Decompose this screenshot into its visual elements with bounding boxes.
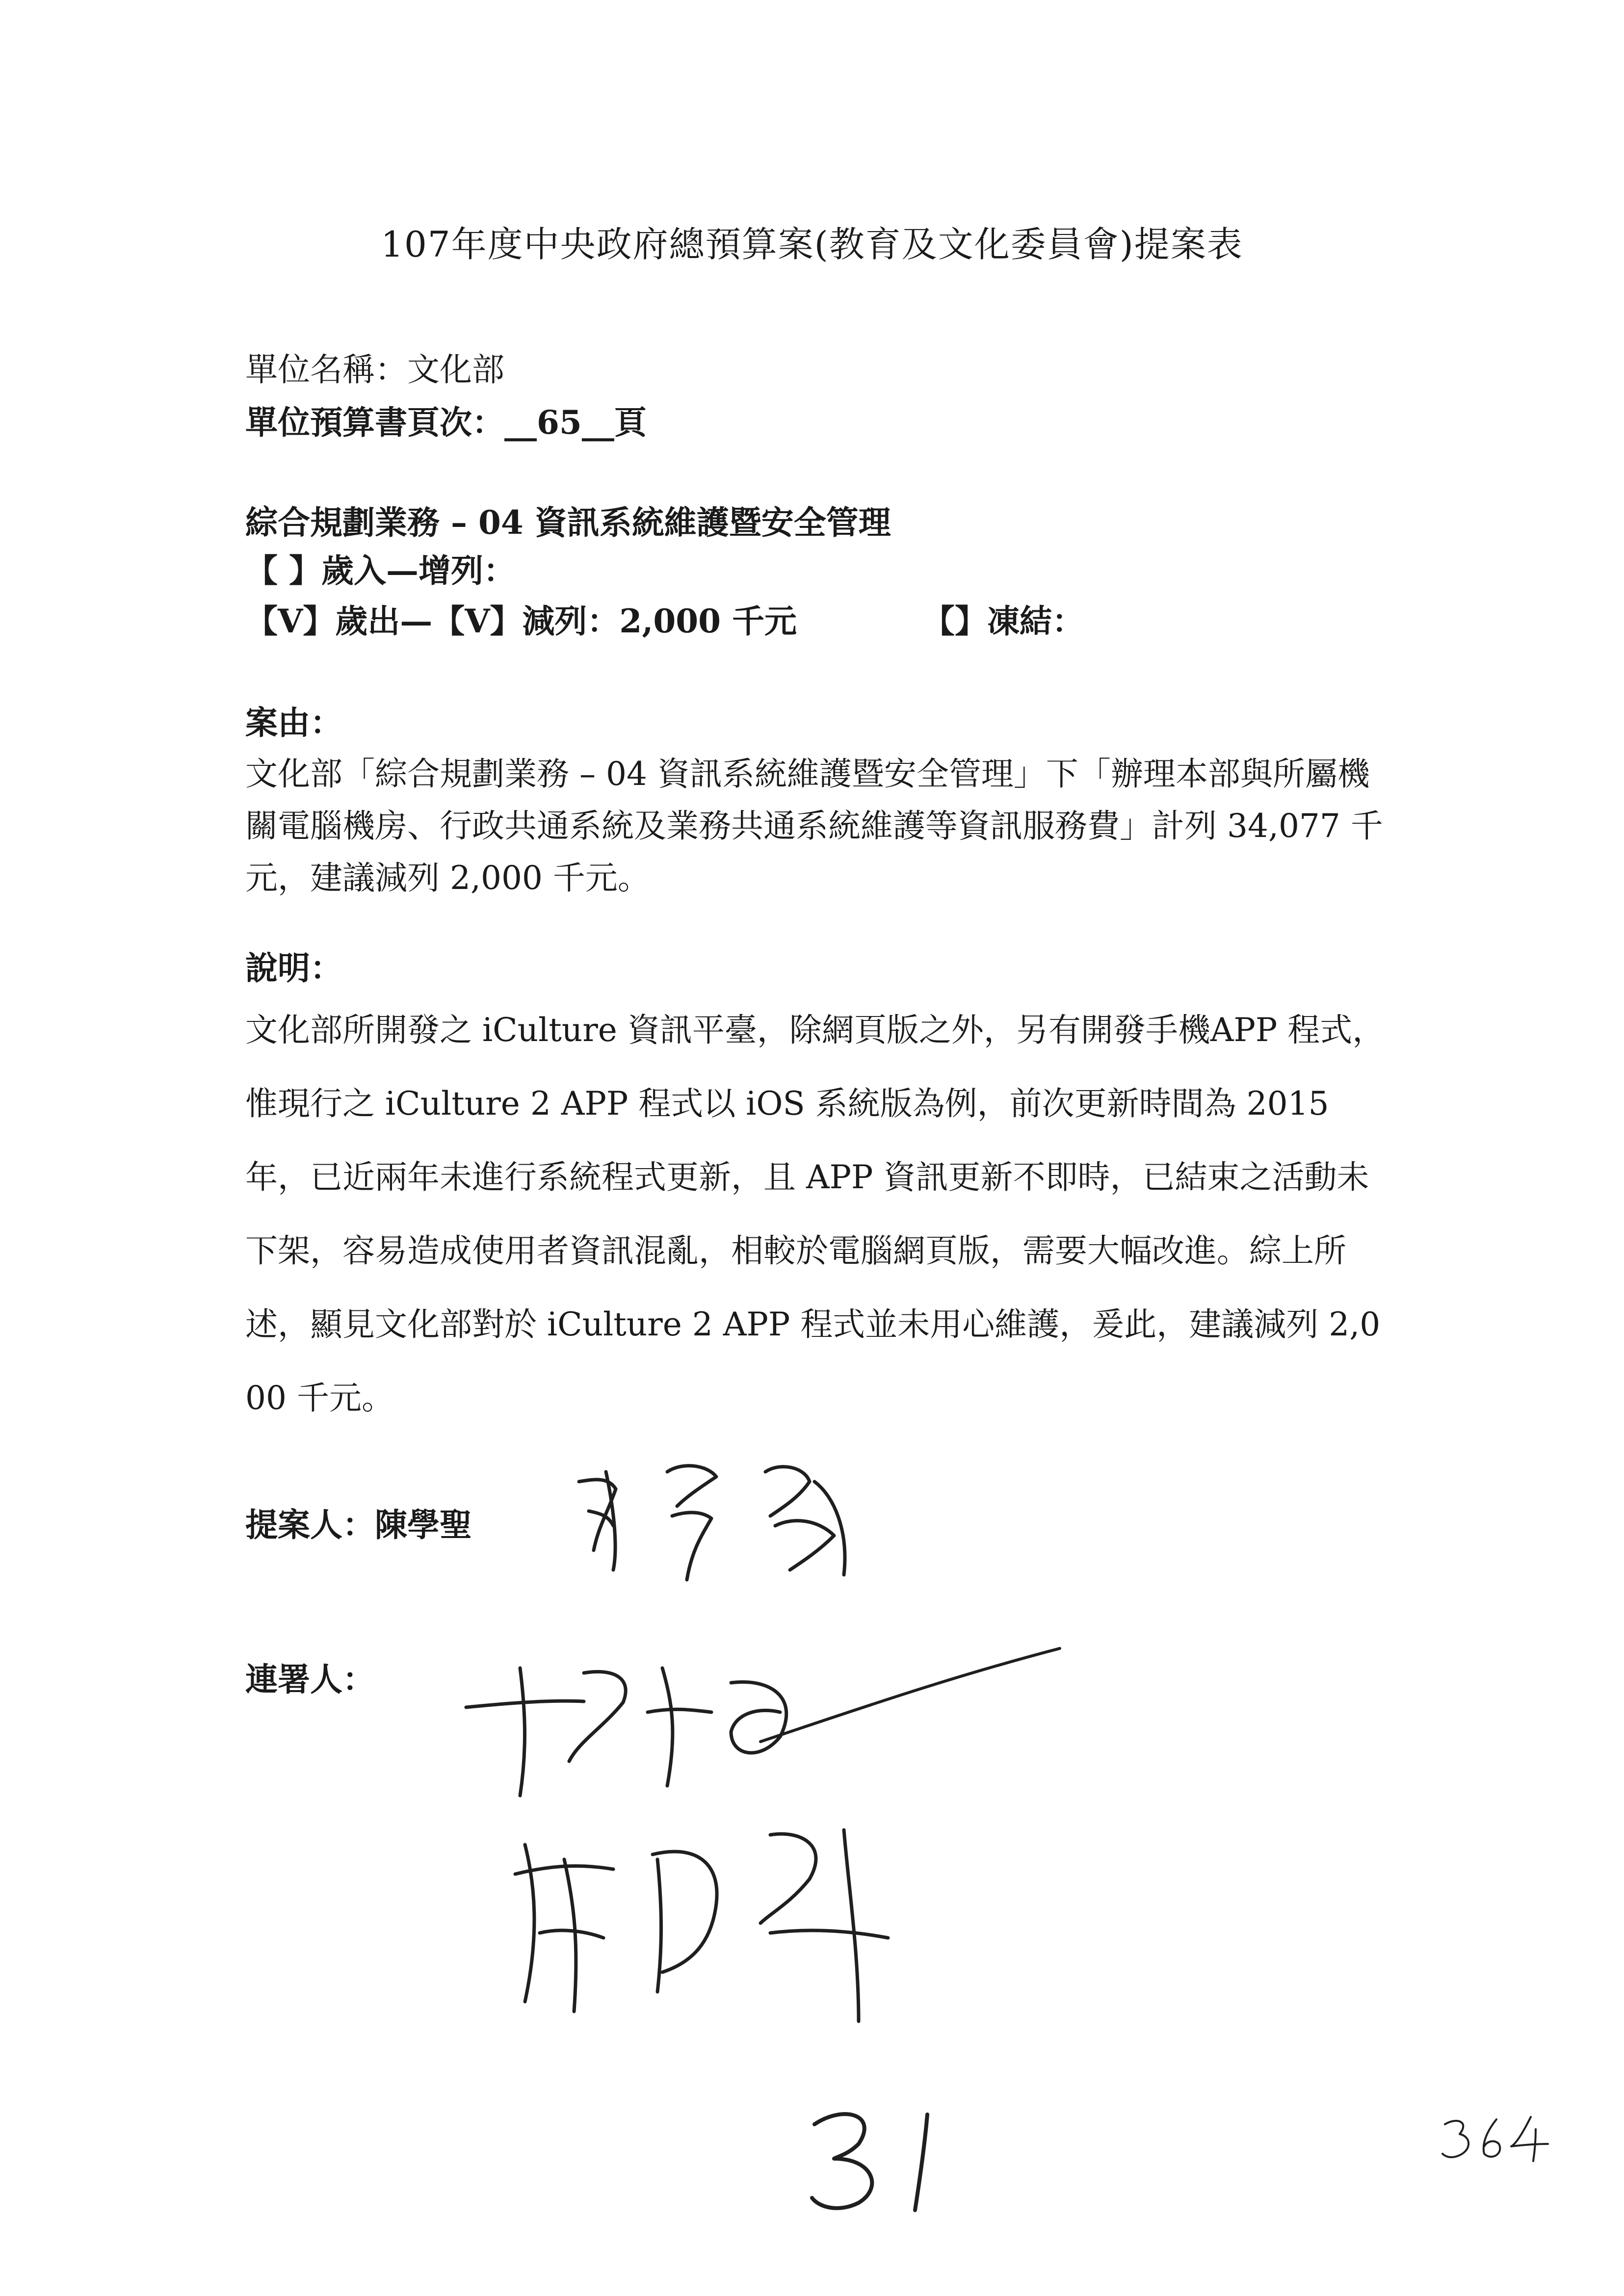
explanation-text: 文化部所開發之 iCulture 資訊平臺，除網頁版之外，另有開發手機APP 程式，惟現行之 iCulture 2 APP 程式以 iOS 系統版為例，前次更新時間為 2015 年，已近兩年未進行系統程式更新，且 APP 資訊更新不即時，已結束之活動未下架，容易造成使用者資訊混亂，相較於電腦網頁版，需要大幅改進。綜上所述，顯見文化部對於 iCulture 2 APP 程式並未用心維護，爰此，建議減列 2,000 千元。	[245, 1011, 1385, 1417]
unit-name-label: 單位名稱：	[245, 351, 407, 389]
proposer-signature	[559, 1452, 873, 1594]
cosigner-signature-1	[456, 1639, 1074, 1805]
explanation-heading: 說明：	[245, 949, 342, 987]
case-heading: 案由：	[245, 704, 342, 742]
program-heading: 綜合規劃業務 – 04 資訊系統維護暨安全管理	[245, 503, 891, 542]
unit-name: 文化部	[407, 351, 504, 389]
freeze-line: 【】凍結：	[922, 602, 1084, 640]
page-ref-suffix: 頁	[614, 403, 647, 442]
proposer-name: 陳學聖	[375, 1506, 472, 1544]
proposer-row	[245, 1499, 472, 1545]
cosigner-label: 連署人：	[245, 1660, 375, 1698]
case-text: 文化部「綜合規劃業務 – 04 資訊系統維護暨安全管理」下「辦理本部與所屬機關電腦機房、行政共通系統及業務共通系統維護等資訊服務費」計列 34,077 千元，建議減列 2,000 千元。	[245, 755, 1383, 897]
expenditure-line: 【V】歲出—【V】減列：2,000 千元	[245, 602, 797, 640]
page-ref-label: 單位預算書頁次：	[245, 403, 504, 442]
handwritten-number	[805, 2105, 962, 2218]
page-ref-row	[245, 396, 647, 443]
document-title: 107年度中央政府總預算案(教育及文化委員會)提案表	[381, 224, 1243, 265]
unit-name-row	[245, 343, 504, 390]
page-ref-value: __65__	[504, 403, 614, 442]
cosigner-signature-2	[505, 1815, 947, 2026]
revenue-line: 【 】歲入—增列：	[245, 551, 516, 590]
proposer-label: 提案人：	[245, 1506, 375, 1544]
corner-page-number	[1438, 2110, 1555, 2168]
